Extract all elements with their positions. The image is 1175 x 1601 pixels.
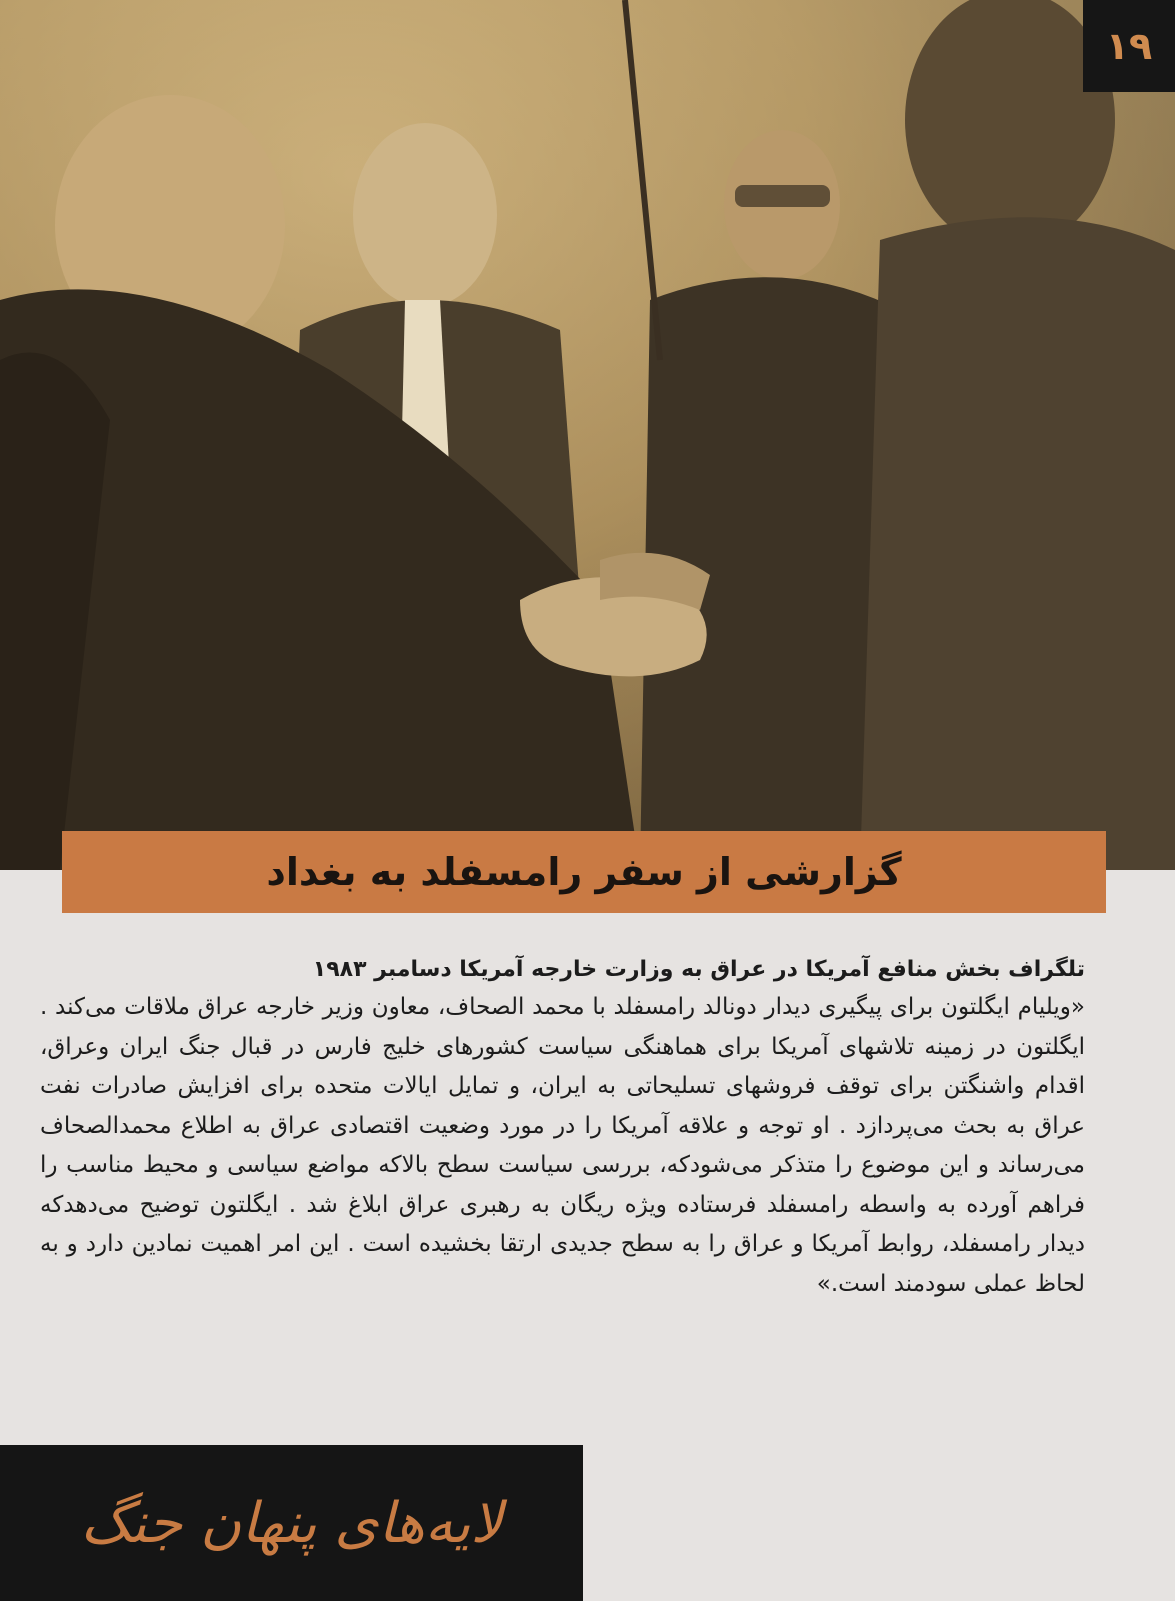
page-number-box [1083, 0, 1175, 92]
page-number: ١٩ [1105, 24, 1153, 68]
book-logo-box [0, 1445, 583, 1601]
article-content [40, 952, 1085, 1304]
article-body: «ویلیام ایگلتون برای پیگیری دیدار دونالد رامسفلد با محمد الصحاف، معاون وزیر خارجه عراق ملاقات می‌کند . ایگلتون در زمینه تلاشهای آمریکا برای هماهنگی سیاست کشورهای خلیج فارس در قبال جنگ ایران وعراق، اقدام واشنگتن برای توقف فروشهای تسلیحاتی به ایران، و تمایل ایالات متحده برای افزایش صادرات نفت عراق به بحث می‌پردازد . او توجه و علاقه آمریکا را در مورد وضعیت اقتصادی عراق به اطلاع محمدالصحاف می‌رساند و این موضوع را متذکر می‌شودکه، بررسی سیاست سطح بالاکه مواضع سیاسی و محیط مناسب را فراهم آورده به واسطه رامسفلد فرستاده ویژه ریگان به رهبری عراق ابلاغ شد . ایگلتون توضیح می‌دهدکه دیدار رامسفلد، روابط آمریکا و عراق را به سطح جدیدی ارتقا بخشیده است . این امر اهمیت نمادین دارد و به لحاظ عملی سودمند است.» [40, 994, 1085, 1297]
article-title: گزارشی از سفر رامسفلد به بغداد [266, 850, 902, 894]
book-title-logo: لایه‌های پنهان جنگ [80, 1490, 503, 1556]
article-title-band [62, 831, 1106, 913]
article-subtitle: تلگراف بخش منافع آمریکا در عراق به وزارت خارجه آمریکا دسامبر ۱۹۸۳ [312, 957, 1085, 982]
